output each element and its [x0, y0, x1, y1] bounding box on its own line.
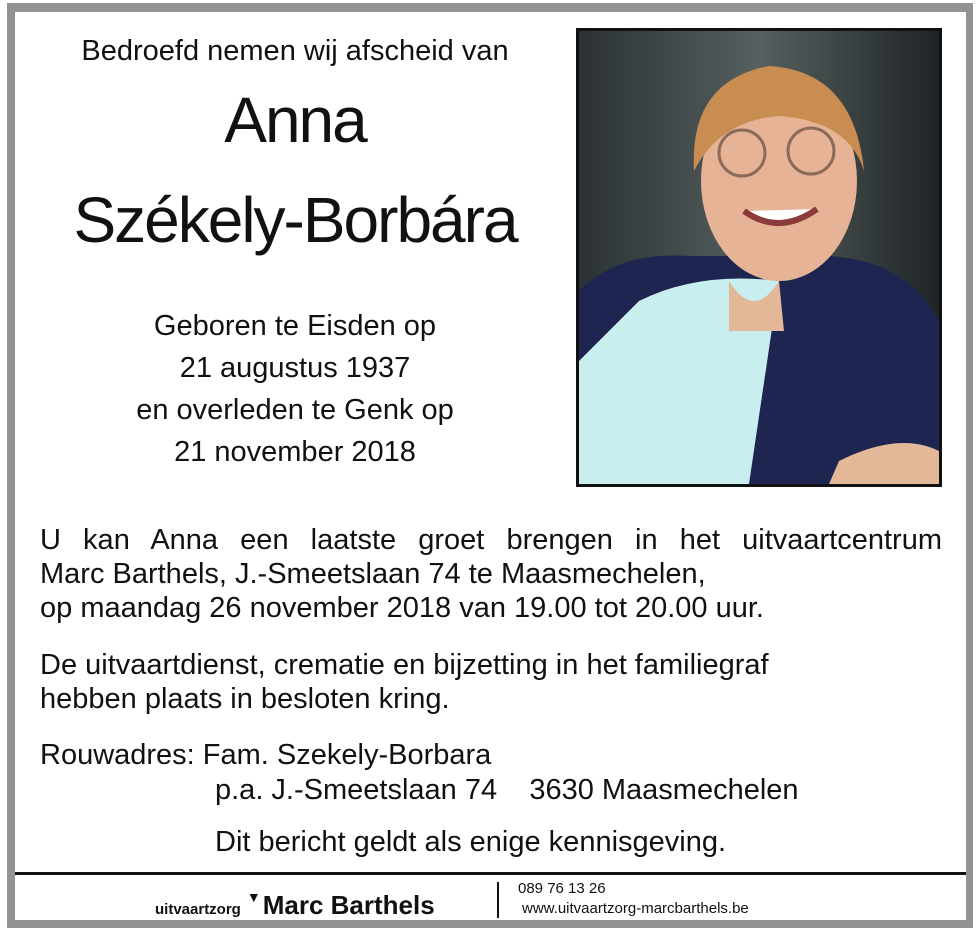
- birth-place: Geboren te Eisden op: [153, 310, 437, 342]
- intro-text: Bedroefd nemen wij afscheid van: [81, 35, 509, 67]
- service-paragraph: [40, 648, 942, 716]
- logo-prefix: uitvaartzorg: [155, 901, 241, 918]
- life-dates: [20, 305, 570, 473]
- notice-statement: Dit bericht geldt als enige kennisgeving.: [215, 826, 727, 858]
- portrait-photo: [576, 28, 942, 487]
- deceased-last-name: Székely-Borbára: [73, 184, 517, 256]
- death-date: 21 november 2018: [174, 436, 416, 468]
- visitation-line: Marc Barthels, J.-Smeetslaan 74 te Maasmechelen,: [40, 558, 706, 590]
- visitation-line: U kan Anna een laatste groet brengen in het uitvaartcentrum: [40, 524, 942, 556]
- service-line: hebben plaats in besloten kring.: [40, 683, 450, 715]
- deceased-first-name: Anna: [224, 84, 366, 156]
- logo-brand: Marc Barthels: [262, 890, 435, 920]
- footer-divider: [15, 872, 966, 875]
- triangle-icon: ▼: [246, 889, 261, 905]
- footer-website[interactable]: www.uitvaartzorg-marcbarthels.be: [522, 900, 749, 917]
- visitation-paragraph: [40, 523, 942, 625]
- death-place: en overleden te Genk op: [136, 394, 454, 426]
- footer-separator: [497, 882, 499, 918]
- funeral-home-logo: [155, 889, 435, 921]
- mourning-address: Rouwadres: Fam. Szekely-Borbara: [40, 739, 492, 771]
- visitation-line: op maandag 26 november 2018 van 19.00 tot 20.00 uur.: [40, 592, 764, 624]
- mourning-address-street: p.a. J.-Smeetslaan 74 3630 Maasmechelen: [215, 774, 799, 806]
- service-line: De uitvaartdienst, crematie en bijzetting in het familiegraf: [40, 649, 769, 681]
- birth-date: 21 augustus 1937: [179, 352, 411, 384]
- footer-phone: 089 76 13 26: [518, 880, 606, 897]
